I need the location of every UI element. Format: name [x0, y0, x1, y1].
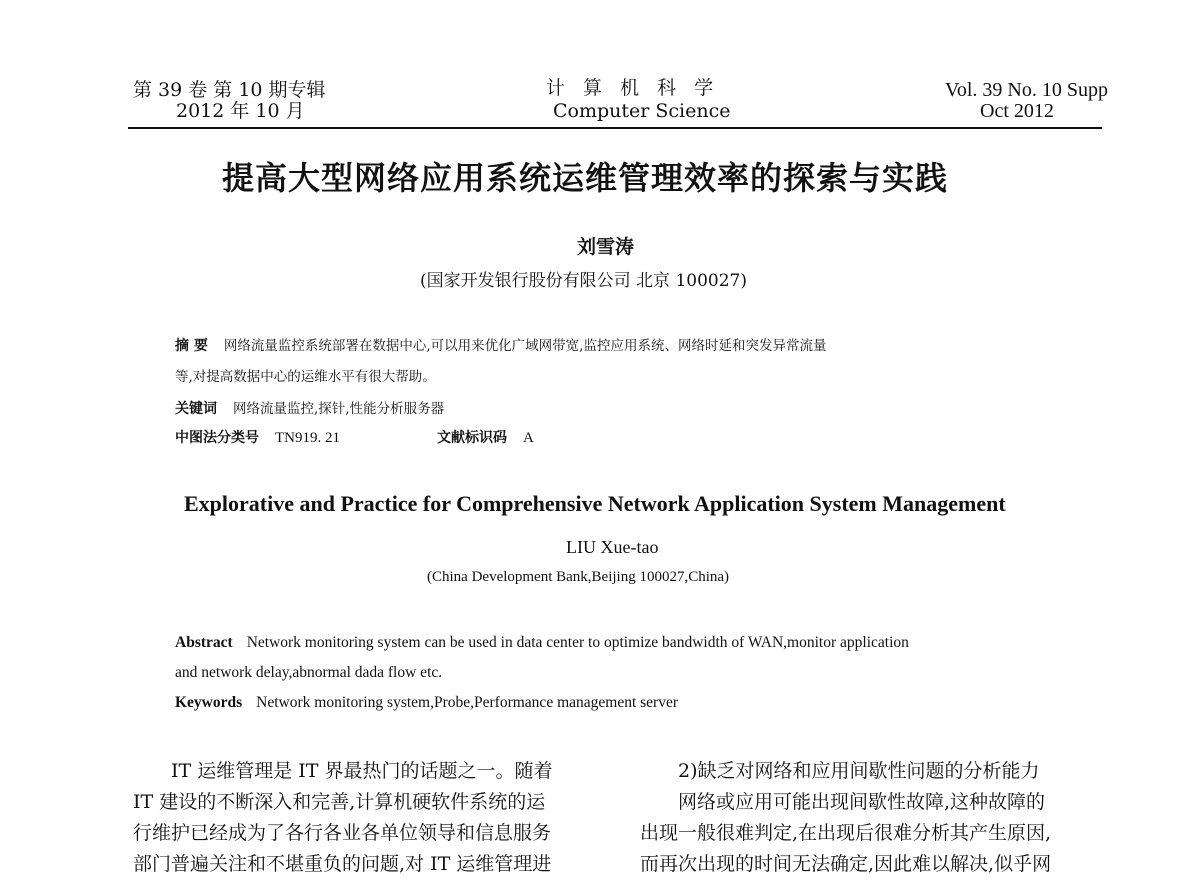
header-left-date: 2012 年 10 月	[176, 100, 305, 122]
body-left-line-3: 行维护已经成为了各行各业各单位领导和信息服务	[133, 822, 552, 844]
abstract-cn-line1	[175, 334, 826, 355]
keywords-en-label: Keywords	[175, 694, 243, 711]
keywords-cn	[175, 397, 444, 418]
doc-code-value: A	[523, 430, 534, 446]
keywords-en	[175, 694, 678, 712]
body-left-line-1: IT 运维管理是 IT 界最热门的话题之一。随着	[171, 760, 553, 782]
classification-label: 中图法分类号	[175, 430, 259, 446]
abstract-en-label: Abstract	[175, 634, 233, 651]
author-cn: 刘雪涛	[577, 236, 635, 258]
abstract-cn-text-1: 网络流量监控系统部署在数据中心,可以用来优化广域网带宽,监控应用系统、网络时延和突发异常流量	[223, 338, 827, 354]
classification-row	[175, 427, 340, 447]
abstract-en-line2: and network delay,abnormal dada flow etc.	[175, 664, 443, 681]
body-right-line-1: 2)缺乏对网络和应用间歇性问题的分析能力	[678, 760, 1040, 782]
body-left-line-2: IT 建设的不断深入和完善,计算机硬软件系统的运	[133, 791, 546, 813]
body-column-right	[640, 756, 1051, 880]
header-right-volume: Vol. 39 No. 10 Supp	[945, 79, 1108, 101]
affiliation-en: (China Development Bank,Beijing 100027,China)	[427, 569, 730, 585]
abstract-en-text-1: Network monitoring system can be used in data center to optimize bandwidth of WAN,monitor application	[246, 634, 909, 651]
body-right-line-4: 而再次出现的时间无法确定,因此难以解决,似乎网	[640, 853, 1052, 875]
header-rule	[128, 127, 1102, 129]
doc-code-row	[437, 427, 534, 447]
header-journal-en: Computer Science	[553, 100, 731, 122]
body-right-line-2: 网络或应用可能出现间歇性故障,这种故障的	[678, 791, 1046, 813]
body-left-line-4: 部门普遍关注和不堪重负的问题,对 IT 运维管理进	[133, 853, 552, 875]
abstract-en-line1	[175, 634, 909, 652]
doc-code-label: 文献标识码	[437, 430, 507, 446]
keywords-cn-text: 网络流量监控,探针,性能分析服务器	[233, 401, 445, 417]
author-en: LIU Xue-tao	[566, 537, 659, 557]
keywords-en-text: Network monitoring system,Probe,Performance management server	[256, 694, 678, 711]
header-left-issue: 第 39 卷 第 10 期专辑	[133, 79, 326, 101]
header-right-date: Oct 2012	[980, 100, 1054, 122]
abstract-cn-line2: 等,对提高数据中心的运维水平有很大帮助。	[175, 369, 436, 385]
paper-title-en: Explorative and Practice for Comprehensive Network Application System Management	[184, 491, 1006, 516]
body-column-left	[133, 756, 552, 880]
keywords-cn-label: 关键词	[175, 401, 217, 417]
header-journal-cn: 计 算 机 科 学	[546, 77, 720, 99]
affiliation-cn: (国家开发银行股份有限公司 北京 100027)	[420, 271, 747, 291]
abstract-cn-label: 摘 要	[175, 338, 208, 354]
paper-title-cn: 提高大型网络应用系统运维管理效率的探索与实践	[222, 159, 949, 197]
classification-value: TN919. 21	[275, 430, 340, 446]
body-right-line-3: 出现一般很难判定,在出现后很难分析其产生原因,	[640, 822, 1052, 844]
